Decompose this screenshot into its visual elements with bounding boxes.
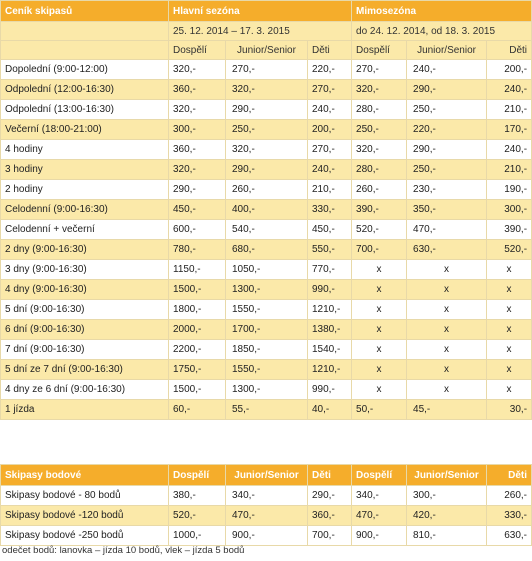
col-adults: Dospělí [352,465,407,486]
col-children: Děti [487,465,532,486]
empty-cell [1,22,169,41]
col-children: Děti [487,41,532,60]
col-junior-senior: Junior/Senior [407,41,487,60]
price-cell: 250,- [407,100,487,120]
price-cell: 1700,- [226,320,308,340]
price-cell: 390,- [487,220,532,240]
low-season-dates: do 24. 12. 2014, od 18. 3. 2015 [352,22,532,41]
price-cell: 470,- [226,506,308,526]
row-label: Skipasy bodové - 80 bodů [1,486,169,506]
price-cell: 260,- [226,180,308,200]
table-row [1,140,532,160]
price-cell: 320,- [226,80,308,100]
row-label: 7 dní (9:00-16:30) [1,340,169,360]
price-cell: 600,- [169,220,226,240]
price-cell: x [352,300,407,320]
table-row [1,260,532,280]
price-cell: x [407,280,487,300]
price-cell: 240,- [487,80,532,100]
table-row [1,400,532,420]
price-cell: 680,- [226,240,308,260]
row-label: Celodenní + večerní [1,220,169,240]
price-cell: 350,- [407,200,487,220]
table-row [1,60,532,80]
dates-row [1,22,532,41]
price-cell: 60,- [169,400,226,420]
price-cell: 210,- [308,180,352,200]
price-cell: 290,- [226,100,308,120]
row-label: 2 hodiny [1,180,169,200]
price-cell: 200,- [487,60,532,80]
price-cell: 270,- [226,60,308,80]
price-cell: 360,- [169,80,226,100]
price-cell: x [407,380,487,400]
price-cell: 45,- [407,400,487,420]
points-table-title: Skipasy bodové [1,465,169,486]
price-cell: 260,- [352,180,407,200]
price-cell: 320,- [169,100,226,120]
price-cell: 360,- [308,506,352,526]
price-cell: 320,- [352,80,407,100]
high-season-dates: 25. 12. 2014 – 17. 3. 2015 [169,22,352,41]
table-row [1,300,532,320]
price-cell: 290,- [226,160,308,180]
price-cell: 700,- [308,526,352,546]
price-cell: 700,- [352,240,407,260]
price-cell: 30,- [487,400,532,420]
price-cell: 780,- [169,240,226,260]
price-cell: 1150,- [169,260,226,280]
price-cell: 230,- [407,180,487,200]
price-cell: 55,- [226,400,308,420]
col-junior-senior: Junior/Senior [226,465,308,486]
price-cell: x [487,360,532,380]
col-children: Děti [308,465,352,486]
price-cell: 210,- [487,100,532,120]
price-cell: x [487,260,532,280]
table-row [1,180,532,200]
price-cell: 390,- [352,200,407,220]
price-cell: 330,- [308,200,352,220]
price-cell: 250,- [226,120,308,140]
price-cell: 290,- [407,80,487,100]
price-cell: 40,- [308,400,352,420]
price-cell: 450,- [308,220,352,240]
table-row [1,486,532,506]
price-cell: 520,- [352,220,407,240]
price-cell: 2200,- [169,340,226,360]
price-cell: 1500,- [169,280,226,300]
price-cell: 340,- [352,486,407,506]
price-cell: 250,- [407,160,487,180]
price-cell: 1210,- [308,300,352,320]
row-label: Odpolední (12:00-16:30) [1,80,169,100]
price-cell: 240,- [308,160,352,180]
price-cell: 900,- [226,526,308,546]
price-cell: x [352,340,407,360]
price-cell: 270,- [308,80,352,100]
table-row [1,320,532,340]
price-cell: 520,- [169,506,226,526]
price-cell: 1050,- [226,260,308,280]
table-row [1,80,532,100]
price-cell: 450,- [169,200,226,220]
price-cell: x [407,300,487,320]
price-cell: 320,- [169,60,226,80]
price-cell: 520,- [487,240,532,260]
price-cell: 2000,- [169,320,226,340]
row-label: Celodenní (9:00-16:30) [1,200,169,220]
price-cell: 190,- [487,180,532,200]
price-cell: 1300,- [226,380,308,400]
price-cell: x [352,320,407,340]
price-cell: 270,- [352,60,407,80]
price-cell: 1000,- [169,526,226,546]
col-adults: Dospělí [352,41,407,60]
table-row [1,360,532,380]
price-cell: 200,- [308,120,352,140]
price-cell: 270,- [308,140,352,160]
table-row [1,200,532,220]
points-header-row [1,465,532,486]
row-label: 5 dní ze 7 dní (9:00-16:30) [1,360,169,380]
price-cell: 220,- [407,120,487,140]
row-label: Večerní (18:00-21:00) [1,120,169,140]
price-cell: 420,- [407,506,487,526]
price-cell: 470,- [352,506,407,526]
row-label: 4 hodiny [1,140,169,160]
points-deduction-note: odečet bodů: lanovka – jízda 10 bodů, vlek – jízda 5 bodů [2,545,245,556]
price-cell: 330,- [487,506,532,526]
price-cell: x [352,360,407,380]
price-cell: 300,- [407,486,487,506]
price-cell: x [487,300,532,320]
table-title: Ceník skipasů [1,1,169,22]
price-cell: 1850,- [226,340,308,360]
col-children: Děti [308,41,352,60]
price-cell: 250,- [352,120,407,140]
price-cell: 50,- [352,400,407,420]
row-label: Skipasy bodové -120 bodů [1,506,169,526]
price-cell: 540,- [226,220,308,240]
table-row [1,240,532,260]
price-cell: 210,- [487,160,532,180]
row-label: 5 dní (9:00-16:30) [1,300,169,320]
price-cell: 400,- [226,200,308,220]
price-cell: 290,- [169,180,226,200]
price-cell: 320,- [352,140,407,160]
price-cell: x [352,380,407,400]
price-cell: 990,- [308,280,352,300]
price-cell: 900,- [352,526,407,546]
table-header-row [1,1,532,22]
price-cell: 470,- [407,220,487,240]
price-cell: 1500,- [169,380,226,400]
price-cell: 770,- [308,260,352,280]
price-cell: x [487,380,532,400]
row-label: Odpolední (13:00-16:30) [1,100,169,120]
row-label: 3 dny (9:00-16:30) [1,260,169,280]
price-cell: 990,- [308,380,352,400]
table-row [1,340,532,360]
row-label: 3 hodiny [1,160,169,180]
price-cell: x [352,260,407,280]
price-cell: 630,- [407,240,487,260]
price-cell: 240,- [407,60,487,80]
table-row [1,506,532,526]
price-cell: x [487,280,532,300]
price-cell: 340,- [226,486,308,506]
price-cell: 240,- [487,140,532,160]
price-cell: 300,- [487,200,532,220]
price-cell: 1550,- [226,360,308,380]
table-row [1,280,532,300]
price-cell: 1540,- [308,340,352,360]
price-cell: 630,- [487,526,532,546]
row-label: 6 dní (9:00-16:30) [1,320,169,340]
price-cell: 290,- [407,140,487,160]
row-label: Dopolední (9:00-12:00) [1,60,169,80]
col-junior-senior: Junior/Senior [407,465,487,486]
col-junior-senior: Junior/Senior [226,41,308,60]
table-row [1,526,532,546]
price-cell: 320,- [226,140,308,160]
col-adults: Dospělí [169,465,226,486]
table-row [1,100,532,120]
price-cell: 380,- [169,486,226,506]
price-cell: 1800,- [169,300,226,320]
price-cell: 170,- [487,120,532,140]
table-row [1,120,532,140]
price-cell: 1750,- [169,360,226,380]
row-label: 2 dny (9:00-16:30) [1,240,169,260]
empty-cell [1,41,169,60]
price-cell: x [487,340,532,360]
price-cell: x [407,260,487,280]
points-price-table [0,464,532,546]
high-season-header: Hlavní sezóna [169,1,352,22]
price-cell: 260,- [487,486,532,506]
price-cell: 550,- [308,240,352,260]
price-cell: x [487,320,532,340]
row-label: Skipasy bodové -250 bodů [1,526,169,546]
price-cell: x [407,320,487,340]
price-cell: 300,- [169,120,226,140]
table-row [1,160,532,180]
col-adults: Dospělí [169,41,226,60]
row-label: 4 dny ze 6 dní (9:00-16:30) [1,380,169,400]
category-header-row [1,41,532,60]
price-cell: 280,- [352,100,407,120]
price-cell: x [407,340,487,360]
price-cell: 320,- [169,160,226,180]
table-spacer [0,420,532,464]
price-cell: 290,- [308,486,352,506]
row-label: 1 jízda [1,400,169,420]
price-cell: x [407,360,487,380]
table-row [1,380,532,400]
price-cell: 1550,- [226,300,308,320]
price-cell: 1300,- [226,280,308,300]
price-cell: 240,- [308,100,352,120]
row-label: 4 dny (9:00-16:30) [1,280,169,300]
price-cell: 1210,- [308,360,352,380]
low-season-header: Mimosezóna [352,1,532,22]
price-cell: 280,- [352,160,407,180]
price-cell: 1380,- [308,320,352,340]
price-cell: x [352,280,407,300]
price-cell: 220,- [308,60,352,80]
price-cell: 360,- [169,140,226,160]
price-cell: 810,- [407,526,487,546]
table-row [1,220,532,240]
